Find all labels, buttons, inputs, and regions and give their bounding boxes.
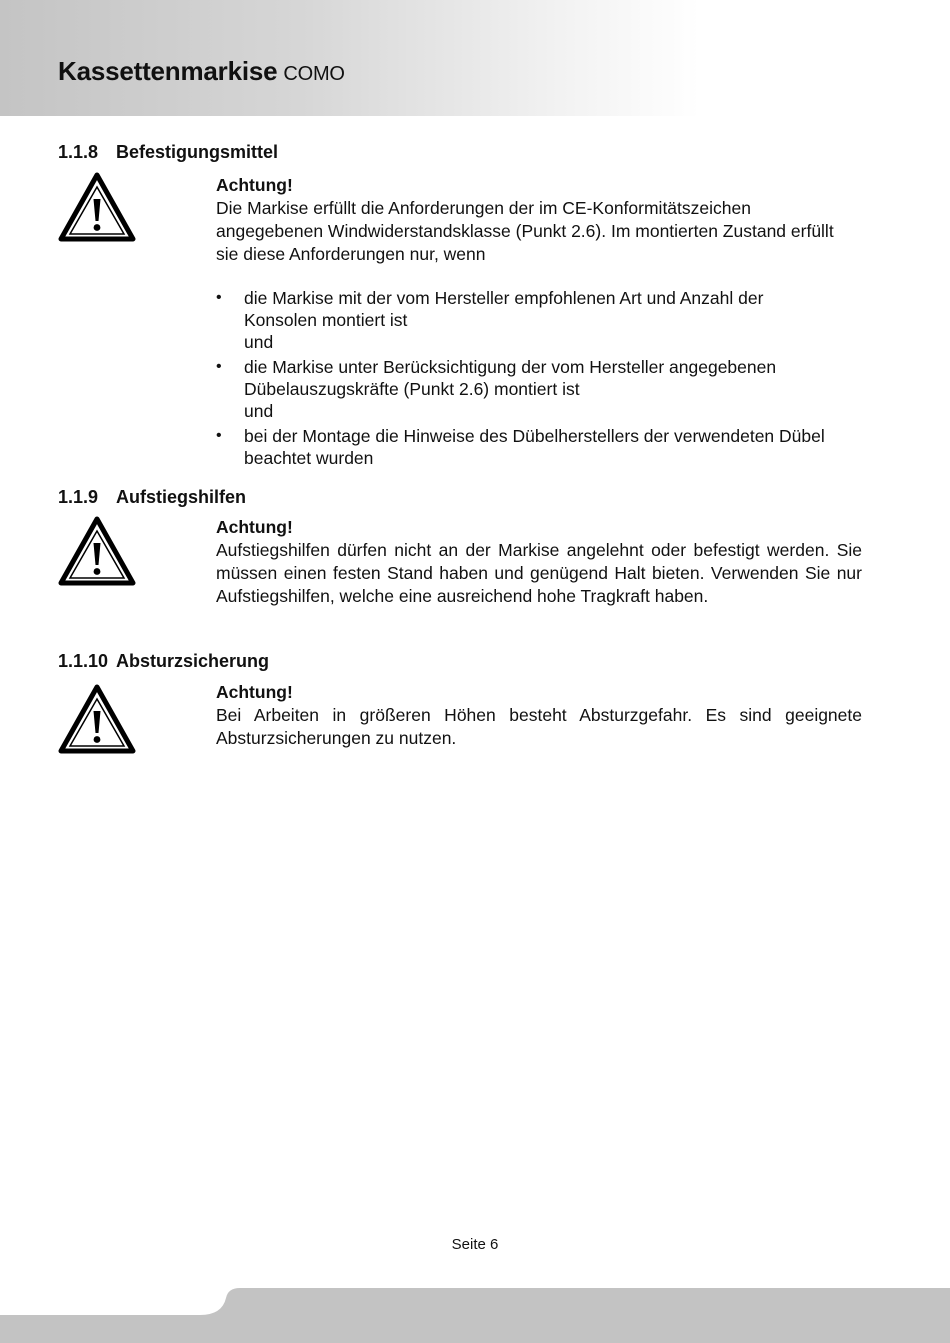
conditions-list (216, 287, 836, 472)
condition-text: bei der Montage die Hinweise des Dübelherstellers der verwendeten Dübel beachtet wurden (244, 426, 825, 468)
section-title: Befestigungsmittel (116, 142, 279, 162)
bullet-icon: • (216, 358, 222, 375)
document-title (58, 56, 345, 87)
footer-band (0, 1288, 950, 1343)
warning-text: Bei Arbeiten in größeren Höhen besteht Absturzgefahr. Es sind geeignete Absturzsicherungen zu nutzen. (216, 705, 862, 748)
section-number: 1.1.9 (58, 487, 99, 507)
list-item (216, 287, 836, 353)
bullet-icon: • (216, 289, 222, 306)
section-1-1-8 (58, 142, 878, 163)
warning-triangle-icon (58, 172, 136, 242)
warning-title: Achtung! (216, 517, 293, 537)
list-item (216, 425, 836, 469)
warning-block-1-1-8 (216, 174, 856, 266)
warning-title: Achtung! (216, 175, 293, 195)
condition-connector: und (244, 332, 274, 352)
section-heading (58, 142, 878, 163)
bullet-icon: • (216, 427, 222, 444)
warning-triangle-icon (58, 684, 136, 754)
section-heading (58, 651, 878, 672)
document-title-main: Kassettenmarkise (58, 56, 278, 86)
section-1-1-9 (58, 487, 878, 508)
condition-text: die Markise unter Berücksichtigung der vom Hersteller angegebenen Dübelauszugskräfte (Punkt 2.6) montiert ist (244, 357, 777, 399)
section-heading (58, 487, 878, 508)
warning-text: Aufstiegshilfen dürfen nicht an der Markise angelehnt oder befestigt werden. Sie müssen einen festen Stand haben und genügend Halt bieten. Verwenden Sie nur Aufstiegshilfen, welche eine ausreichend hohe Tragkraft haben. (216, 540, 862, 606)
section-number: 1.1.10 (58, 651, 109, 671)
section-number: 1.1.8 (58, 142, 99, 162)
warning-block-1-1-9 (216, 516, 862, 608)
section-title: Aufstiegshilfen (116, 487, 247, 507)
section-1-1-10 (58, 651, 878, 672)
condition-text: die Markise mit der vom Hersteller empfohlenen Art und Anzahl der Konsolen montiert ist (244, 288, 764, 330)
condition-connector: und (244, 401, 274, 421)
document-model: COMO (283, 63, 345, 85)
section-title: Absturzsicherung (116, 651, 270, 671)
warning-triangle-icon (58, 516, 136, 586)
page-number: Seite 6 (451, 1236, 499, 1253)
warning-text: Die Markise erfüllt die Anforderungen der im CE-Konformitätszeichen angegebenen Windwiderstandsklasse (Punkt 2.6). Im montierten Zustand erfüllt sie diese Anforderungen nur, wenn (216, 198, 834, 264)
warning-block-1-1-10 (216, 681, 862, 750)
page-header (0, 0, 950, 116)
list-item (216, 356, 836, 422)
warning-title: Achtung! (216, 682, 293, 702)
